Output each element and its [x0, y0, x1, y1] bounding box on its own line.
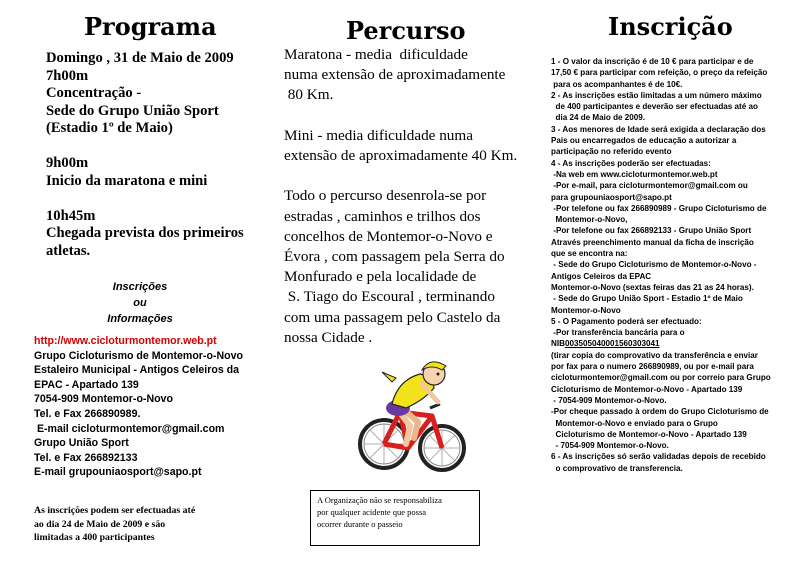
route-line — [284, 106, 517, 126]
terms-line: dia 24 de Maio de 2009. — [551, 113, 646, 123]
terms-line: Através preenchimento manual da ficha de inscrição — [551, 237, 754, 247]
website-link[interactable]: http://www.cicloturmontemor.web.pt — [34, 335, 217, 347]
terms-line: o comprovativo de transferencia. — [551, 463, 683, 473]
schedule-line: 7h00m — [46, 67, 89, 84]
nib-value: 003505040001560303041 — [564, 339, 660, 349]
percurso-text — [284, 45, 517, 348]
disclaimer-line: por qualquer acidente que possa — [317, 507, 427, 517]
terms-line: Cicloturismo de Montemor-o-Novo - Apartado 139 — [551, 384, 743, 394]
route-line: com uma passagem pelo Castelo da — [284, 308, 501, 326]
terms-line: Montemor-o-Novo, — [551, 215, 628, 225]
schedule-line: atletas. — [46, 242, 91, 259]
route-line: extensão de aproximadamente 40 Km. — [284, 147, 518, 164]
nib-label: NIB — [551, 339, 565, 349]
schedule-line — [46, 190, 244, 208]
route-line: S. Tiago do Escoural , terminando — [284, 288, 495, 306]
contact-email: E-mail cicloturmontemor@gmail.com — [34, 422, 225, 435]
route-line: Todo o percurso desenrola-se por — [284, 187, 487, 205]
footnote-line: limitadas a 400 participantes — [34, 532, 155, 543]
terms-line: - Sede do Grupo União Sport - Estadio 1º de Maio — [551, 294, 743, 304]
inscricao-terms — [551, 56, 771, 474]
schedule-line: 9h00m — [46, 155, 89, 171]
contact-line: Tel. e Fax 266892133 — [34, 451, 138, 464]
terms-line: 1 - O valor da inscrição é de 10 € para participar e de — [551, 57, 754, 66]
schedule-line: (Estadio 1º de Maio) — [46, 120, 173, 136]
terms-line: 4 - As inscrições poderão ser efectuadas: — [551, 158, 711, 168]
terms-line: Antigos Celeiros da EPAC — [551, 271, 652, 281]
route-line: nossa Cidade . — [284, 328, 373, 346]
terms-line: -Por telefone ou fax 266890989 - Grupo Cicloturismo de — [551, 203, 767, 213]
terms-line: por fax para o numero 266890989, ou por e-mail para — [551, 362, 754, 372]
route-line: Maratona - media dificuldade — [284, 46, 468, 63]
terms-line: que se encontra na: — [551, 249, 628, 259]
programa-schedule — [46, 50, 244, 260]
terms-line: para os acompanhantes é de 10€. — [551, 79, 683, 89]
terms-line: (tirar copia do comprovativo da transferência e enviar — [551, 350, 758, 360]
terms-line: 6 - As inscrições só serão validadas depois de recebido — [551, 452, 766, 462]
contact-line: 7054-909 Montemor-o-Novo — [34, 393, 173, 406]
route-line: concelhos de Montemor-o-Novo e — [284, 227, 493, 245]
terms-line: -Por cheque passado à ordem do Grupo Cicloturismo de — [551, 407, 769, 417]
footnote-line: ao dia 24 de Maio de 2009 e são — [34, 518, 166, 530]
terms-line: Montemor-o-Novo — [551, 305, 621, 315]
terms-line: Montemor-o-Novo (sextas feiras das 21 as 24 horas). — [551, 282, 754, 292]
schedule-line: Chegada prevista dos primeiros — [46, 225, 244, 241]
registration-footnote — [34, 504, 195, 545]
terms-line: -Por transferência bancária para o — [551, 328, 685, 338]
terms-line: de 400 participantes e deverão ser efectuadas até ao — [551, 102, 758, 112]
disclaimer-box — [310, 490, 480, 546]
terms-line: - 7054-909 Montemor-o-Novo. — [551, 441, 669, 451]
terms-line: Montemor-o-Novo e enviado para o Grupo — [551, 418, 718, 428]
footnote-line: As inscrições podem ser efectuadas até — [34, 505, 196, 516]
info-heading-line: Informações — [107, 313, 173, 325]
terms-line: 2 - As inscrições estão limitadas a um número máximo — [551, 90, 762, 100]
schedule-line: Concentração - — [46, 85, 142, 101]
percurso-title: Percurso — [346, 16, 466, 45]
route-line: Mini - media dificuldade numa — [284, 126, 473, 144]
contact-line: Grupo Cicloturismo de Montemor-o-Novo — [34, 349, 243, 362]
nib-line — [551, 338, 771, 349]
route-line: estradas , caminhos e trilhos dos — [284, 207, 481, 225]
terms-line: - 7054-909 Montemor-o-Novo. — [551, 395, 667, 405]
schedule-line: 10h45m — [46, 207, 96, 224]
terms-line: Cicloturismo de Montemor-o-Novo - Apartado 139 — [551, 429, 747, 439]
terms-line: -Por telefone ou fax 266892133 - Grupo União Sport — [551, 226, 752, 236]
contacts-block — [34, 334, 243, 480]
route-line — [284, 166, 517, 186]
schedule-line: Inicio da maratona e mini — [46, 172, 208, 189]
terms-line: -Na web em www.cicloturmontemor.web.pt — [551, 169, 718, 179]
route-line: Monfurado e pela localidade de — [284, 268, 477, 286]
terms-line: cicloturmontemor@gmail.com ou por correio para Grupo — [551, 373, 771, 383]
contact-email: E-mail grupouniaosport@sapo.pt — [34, 466, 202, 479]
info-heading-line: Inscrições — [112, 281, 168, 293]
info-heading — [100, 279, 180, 327]
disclaimer-line: ocorrer durante o passeio — [317, 519, 403, 529]
contact-line: Tel. e Fax 266890989. — [34, 407, 141, 420]
schedule-line: Sede do Grupo União Sport — [46, 102, 219, 119]
contact-line: EPAC - Apartado 139 — [34, 378, 139, 391]
terms-line: - Sede do Grupo Cicloturismo de Montemor-o-Novo - — [551, 260, 757, 270]
inscricao-title: Inscrição — [608, 12, 733, 41]
programa-title: Programa — [84, 12, 217, 41]
info-heading-line: ou — [133, 297, 147, 309]
schedule-line: Domingo , 31 de Maio de 2009 — [46, 50, 234, 66]
cyclist-cartoon-icon — [358, 352, 470, 476]
route-line: numa extensão de aproximadamente — [284, 66, 506, 84]
route-line: 80 Km. — [284, 86, 334, 104]
contact-line: Grupo União Sport — [34, 437, 129, 450]
terms-line: 17,50 € para participar com refeição, o preço da refeição — [551, 68, 768, 78]
terms-line: Pais ou encarregados de educação a autorizar a — [551, 136, 737, 146]
terms-line: 5 - O Pagamento poderá ser efectuado: — [551, 316, 702, 326]
terms-line: -Por e-mail, para cicloturmontemor@gmail.com ou — [551, 181, 748, 191]
terms-line: 3 - Aos menores de Idade será exigida a declaração dos — [551, 124, 766, 134]
schedule-line — [46, 138, 244, 156]
disclaimer-line: A Organização não se responsabiliza — [317, 495, 442, 505]
terms-line: participação no referido evento — [551, 147, 672, 157]
route-line: Évora , com passagem pela Serra do — [284, 248, 505, 265]
contact-line: Estaleiro Municipal - Antigos Celeiros da — [34, 364, 240, 377]
terms-line: para grupouniaosport@sapo.pt — [551, 192, 672, 202]
